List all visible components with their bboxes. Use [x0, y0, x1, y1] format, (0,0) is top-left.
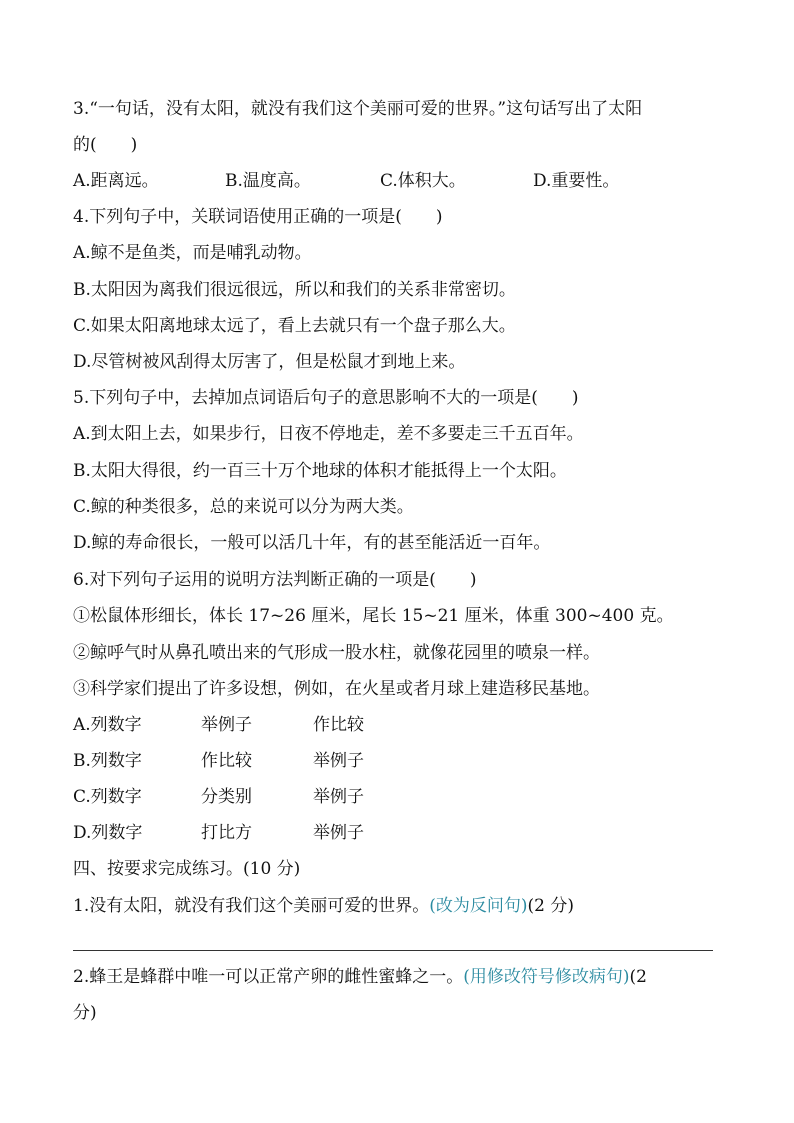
q6-option-c-col1: C.列数字 [73, 787, 142, 807]
section4-item2-instruction: (用修改符号修改病句) [463, 967, 630, 987]
section4-item1-points: (2 分) [527, 896, 574, 916]
section4-item2-text: 2.蜂王是蜂群中唯一可以正常产卵的雌性蜜蜂之一。 [73, 967, 464, 987]
section4-item1 [73, 895, 574, 917]
section4-item2 [73, 966, 647, 988]
section4-item2-points-a: (2 [629, 967, 647, 987]
q3-option-d: D.重要性。 [533, 171, 620, 191]
q6-option-b-col1: B.列数字 [73, 751, 142, 771]
q6-sentence-3: ③科学家们提出了许多设想，例如，在火星或者月球上建造移民基地。 [73, 679, 600, 699]
q6-option-d-col1: D.列数字 [73, 823, 143, 843]
q3-option-a: A.距离远。 [73, 171, 159, 191]
q6-option-d [73, 822, 473, 844]
q6-sentence-1: ①松鼠体形细长，体长 17~26 厘米，尾长 15~21 厘米，体重 300~400 克。 [73, 606, 674, 626]
q6-option-a [73, 714, 473, 736]
q6-option-d-col3: 举例子 [313, 823, 364, 843]
q4-option-a: A.鲸不是鱼类，而是哺乳动物。 [73, 243, 312, 263]
q4-option-c: C.如果太阳离地球太远了，看上去就只有一个盘子那么大。 [73, 316, 516, 336]
q6-sentence-2: ②鲸呼气时从鼻孔喷出来的气形成一股水柱，就像花园里的喷泉一样。 [73, 643, 600, 663]
q3-options-row [73, 170, 723, 192]
q4-option-b: B.太阳因为离我们很远很远，所以和我们的关系非常密切。 [73, 280, 516, 300]
q6-option-a-col1: A.列数字 [73, 715, 142, 735]
answer-line[interactable] [73, 950, 713, 951]
section4-item2-points-b: 分) [73, 1003, 97, 1023]
q5-option-a: A.到太阳上去，如果步行，日夜不停地走，差不多要走三千五百年。 [73, 424, 584, 444]
q6-option-b-col2: 作比较 [201, 751, 252, 771]
q3-stem-line1: 3.“一句话，没有太阳，就没有我们这个美丽可爱的世界。”这句话写出了太阳 [73, 99, 643, 119]
section4-item1-text: 1.没有太阳，就没有我们这个美丽可爱的世界。 [73, 896, 430, 916]
q5-stem: 5.下列句子中，去掉加点词语后句子的意思影响不大的一项是( ) [73, 388, 579, 408]
q5-option-c: C.鲸的种类很多，总的来说可以分为两大类。 [73, 497, 414, 517]
q6-option-d-col2: 打比方 [201, 823, 252, 843]
q6-stem: 6.对下列句子运用的说明方法判断正确的一项是( ) [73, 570, 477, 590]
q6-option-c-col3: 举例子 [313, 787, 364, 807]
q5-option-b: B.太阳大得很，约一百三十万个地球的体积才能抵得上一个太阳。 [73, 461, 567, 481]
q3-option-b: B.温度高。 [225, 171, 311, 191]
section4-item1-instruction: (改为反问句) [429, 896, 528, 916]
q6-option-c [73, 786, 473, 808]
q5-option-d: D.鲸的寿命很长，一般可以活几十年，有的甚至能活近一百年。 [73, 533, 551, 553]
section4-heading: 四、按要求完成练习。(10 分) [73, 859, 301, 879]
q3-option-c: C.体积大。 [380, 171, 466, 191]
q4-stem: 4.下列句子中，关联词语使用正确的一项是( ) [73, 207, 443, 227]
q4-option-d: D.尽管树被风刮得太厉害了，但是松鼠才到地上来。 [73, 352, 466, 372]
q6-option-b [73, 750, 473, 772]
q6-option-b-col3: 举例子 [313, 751, 364, 771]
q3-stem-line2: 的( ) [73, 135, 138, 155]
q6-option-c-col2: 分类别 [201, 787, 252, 807]
q6-option-a-col2: 举例子 [201, 715, 252, 735]
q6-option-a-col3: 作比较 [313, 715, 364, 735]
